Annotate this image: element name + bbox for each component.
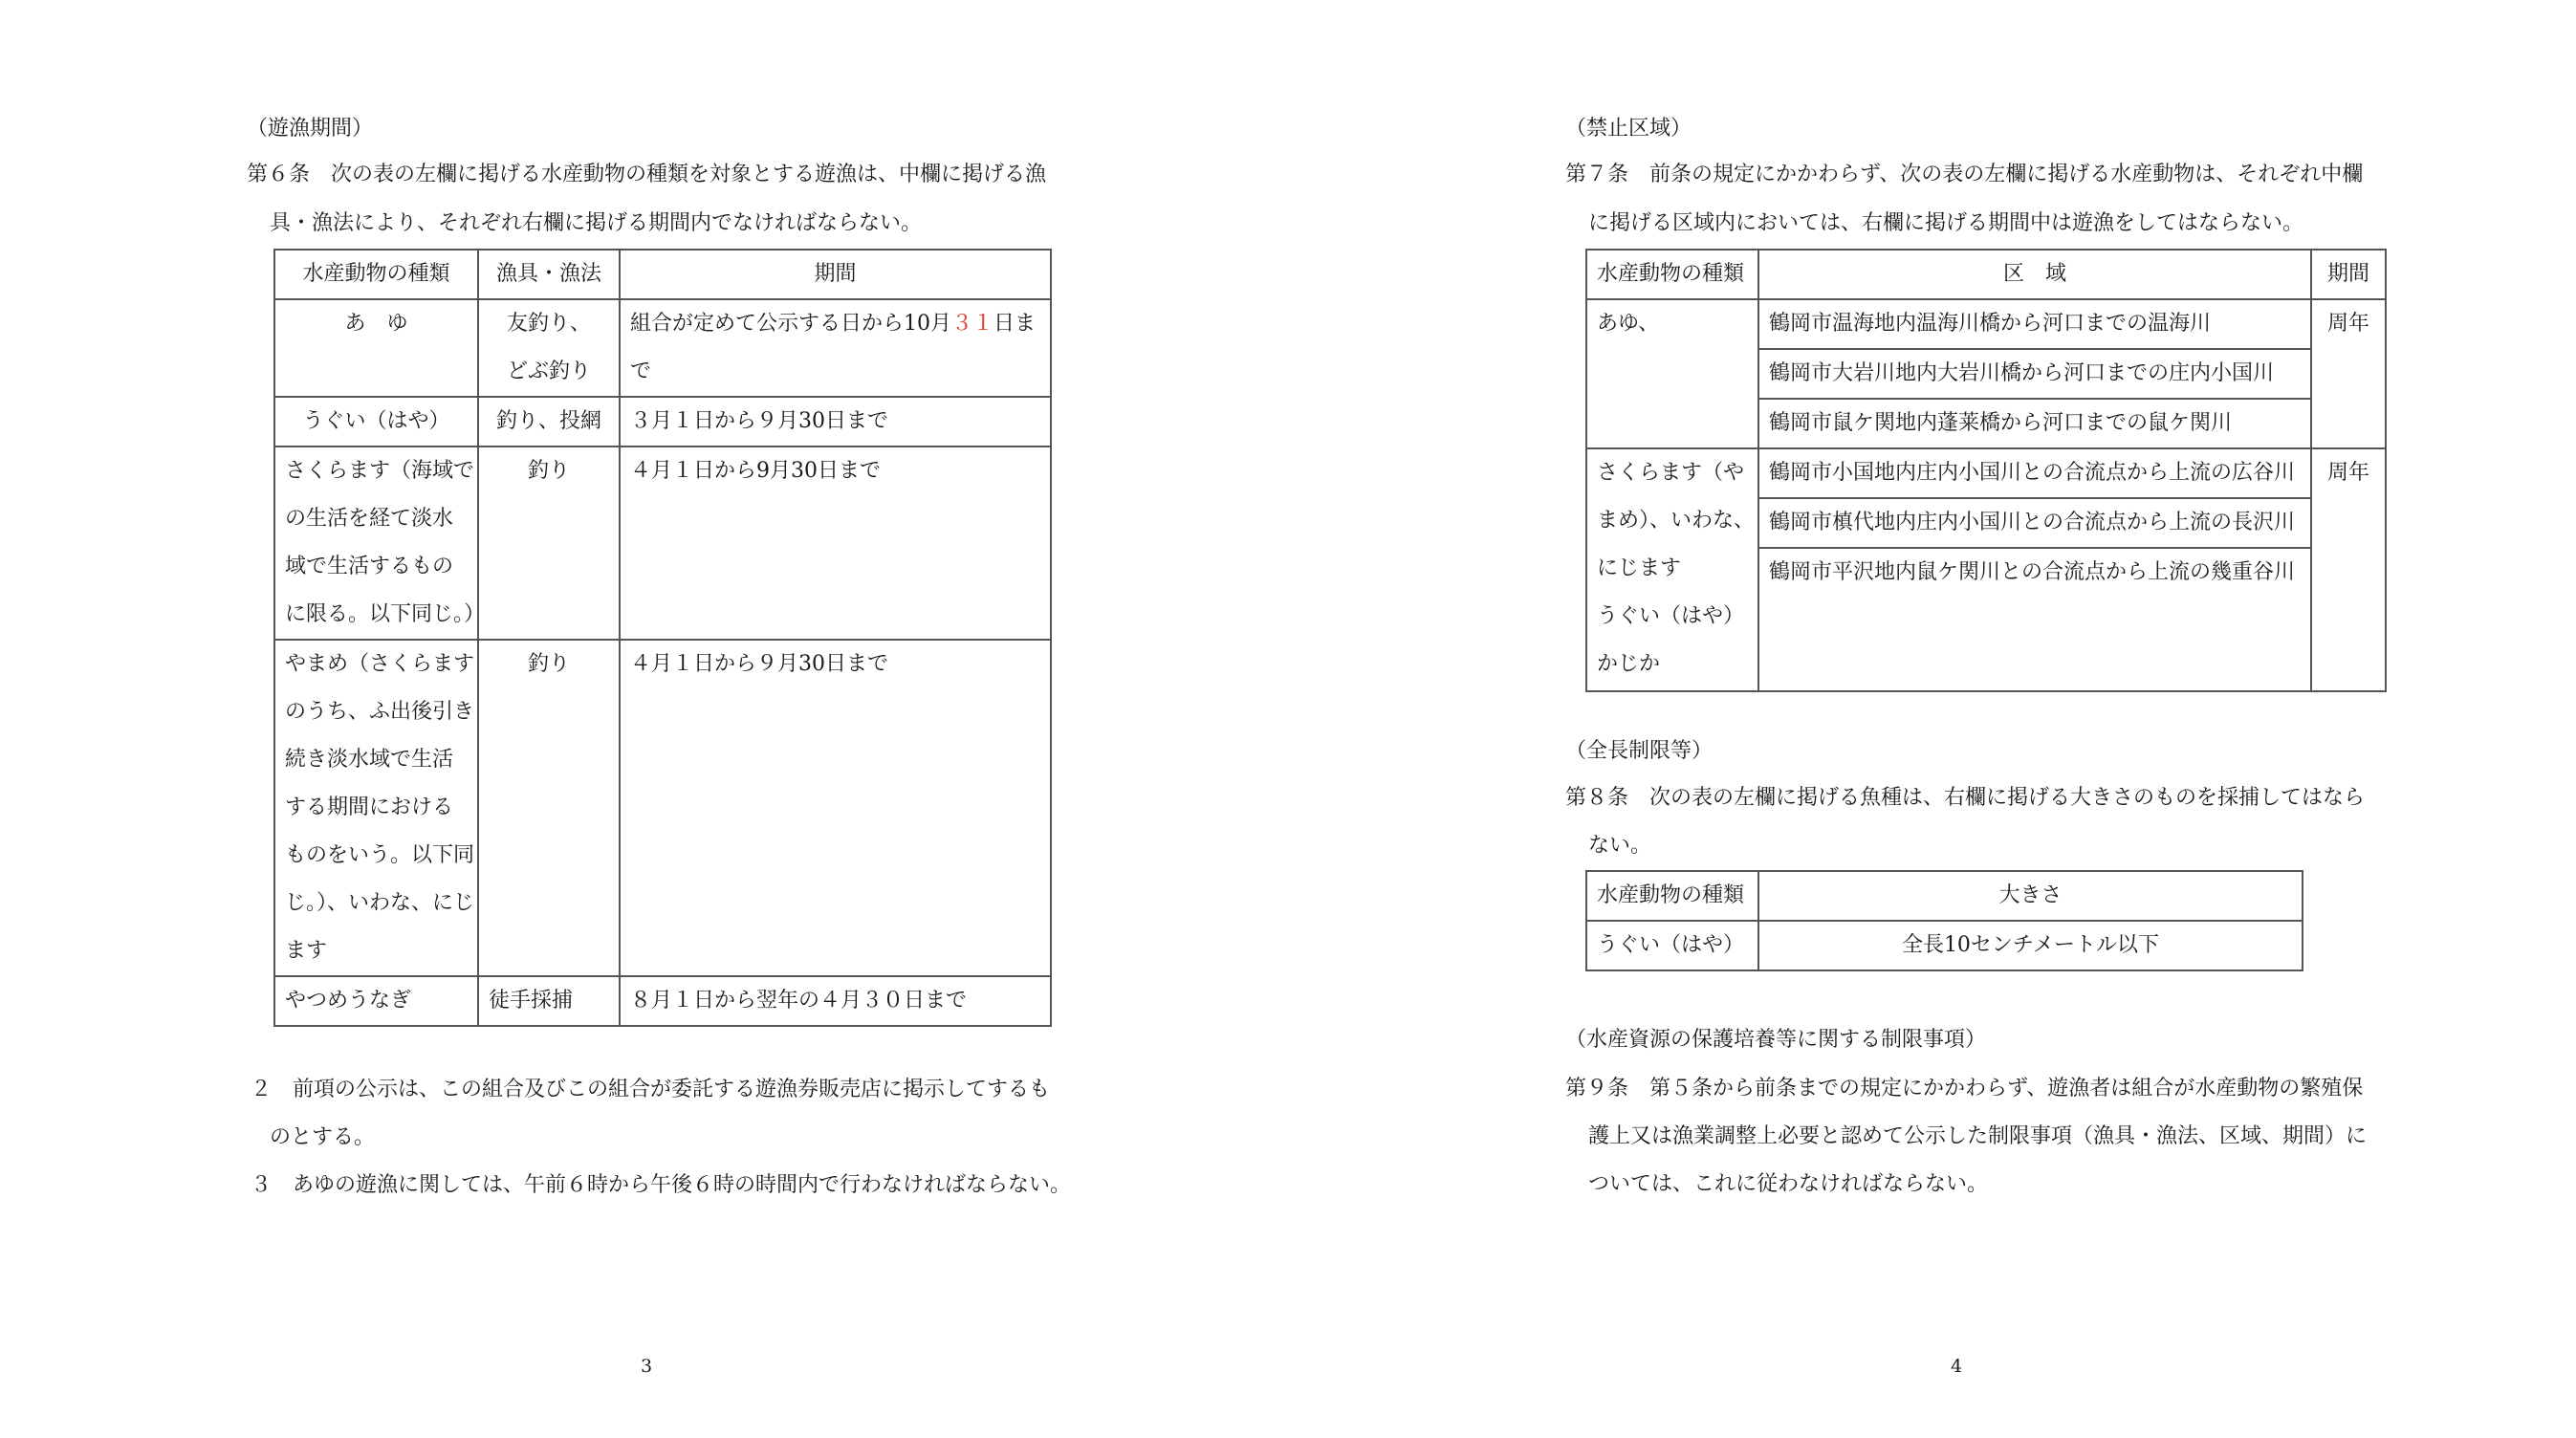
prohibited-area-table <box>1585 249 2387 692</box>
period-cell: ４月１日から９月30日まで <box>620 640 1051 976</box>
page-right <box>1288 0 2576 1438</box>
article-7-line-2: に掲げる区域内においては、右欄に掲げる期間中は遊漁をしてはならない。 <box>1588 211 2304 235</box>
header-size: 大きさ <box>1758 871 2303 921</box>
period-text <box>630 300 1050 348</box>
paragraph-2-line-2: のとする。 <box>270 1125 376 1149</box>
table-header-row <box>274 250 1051 299</box>
table-row <box>1586 921 2303 970</box>
size-limit-table <box>1585 870 2303 971</box>
species-line: に限る。以下同じ。） <box>285 602 486 626</box>
table-row <box>274 640 1051 976</box>
species-cell: うぐい（はや） <box>274 397 478 447</box>
heading-article-8: （全長制限等） <box>1565 739 1714 763</box>
fishing-period-table <box>273 249 1052 1027</box>
species-line: ます <box>285 939 328 963</box>
period-cell: 周年 <box>2311 299 2386 448</box>
area-cell: 鶴岡市鼠ケ関地内蓬莱橋から河口までの鼠ケ関川 <box>1758 399 2311 448</box>
area-cell: 鶴岡市大岩川地内大岩川橋から河口までの庄内小国川 <box>1758 349 2311 399</box>
species-line: にじます <box>1597 556 1682 580</box>
species-line: 域で生活するもの <box>285 555 454 578</box>
species-cell <box>274 640 478 976</box>
header-species: 水産動物の種類 <box>1586 250 1758 299</box>
table-header-row <box>1586 250 2386 299</box>
period-text-part: 組合が定めて公示する日から10月 <box>630 312 951 336</box>
gear-cell <box>478 299 620 397</box>
gear-cell: 釣り、投網 <box>478 397 620 447</box>
article-8-line-1: 第８条 次の表の左欄に掲げる魚種は、右欄に掲げる大きさのものを採捕してはなら <box>1565 786 2366 810</box>
species-line: やまめ（さくらます <box>285 652 475 676</box>
species-cell: うぐい（はや） <box>1586 921 1758 970</box>
paragraph-2-line-1: ２ 前項の公示は、この組合及びこの組合が委託する遊漁券販売店に掲示してするも <box>251 1078 1051 1101</box>
gear-cell: 徒手採捕 <box>478 976 620 1026</box>
heading-article-7: （禁止区域） <box>1565 117 1692 141</box>
table-row <box>274 397 1051 447</box>
species-line: まめ）、いわな、 <box>1597 509 1756 533</box>
page-number-right: 4 <box>1951 1356 1963 1377</box>
article-6-line-2: 具・漁法により、それぞれ右欄に掲げる期間内でなければならない。 <box>270 211 923 235</box>
article-9-line-1: 第９条 第５条から前条までの規定にかかわらず、遊漁者は組合が水産動物の繁殖保 <box>1565 1077 2364 1100</box>
species-text: あ ゆ <box>344 312 408 336</box>
gear-text: 友釣り、 <box>506 312 591 336</box>
heading-article-9: （水産資源の保護培養等に関する制限事項） <box>1565 1028 1987 1052</box>
species-cell: やつめうなぎ <box>274 976 478 1026</box>
table-row <box>1586 299 2386 349</box>
species-line: の生活を経て淡水 <box>285 507 454 531</box>
species-line: 続き淡水域で生活 <box>285 748 454 772</box>
table-row <box>274 299 1051 397</box>
article-6-line-1: 第６条 次の表の左欄に掲げる水産動物の種類を対象とする遊漁は、中欄に掲げる漁 <box>247 163 1047 186</box>
period-cell: ４月１日から9月30日まで <box>620 447 1051 640</box>
species-line: する期間における <box>285 795 454 819</box>
period-text: で <box>630 360 652 383</box>
area-cell: 鶴岡市平沢地内鼠ケ関川との合流点から上流の幾重谷川 <box>1758 548 2311 691</box>
species-cell <box>1586 448 1758 691</box>
article-7-line-1: 第７条 前条の規定にかかわらず、次の表の左欄に掲げる水産動物は、それぞれ中欄 <box>1565 163 2364 186</box>
period-cell <box>620 299 1051 397</box>
species-cell: あゆ、 <box>1586 299 1758 448</box>
species-cell <box>274 299 478 397</box>
page-number-left: 3 <box>641 1356 653 1377</box>
species-line: かじか <box>1597 652 1661 676</box>
species-line: のうち、ふ出後引き <box>285 700 475 724</box>
table-row <box>274 447 1051 640</box>
size-cell: 全長10センチメートル以下 <box>1758 921 2303 970</box>
period-cell: ８月１日から翌年の４月３０日まで <box>620 976 1051 1026</box>
header-period: 期間 <box>2311 250 2386 299</box>
table-row <box>1586 448 2386 498</box>
gear-cell: 釣り <box>478 447 620 640</box>
gear-cell: 釣り <box>478 640 620 976</box>
table-header-row <box>1586 871 2303 921</box>
area-cell: 鶴岡市小国地内庄内小国川との合流点から上流の広谷川 <box>1758 448 2311 498</box>
period-cell: ３月１日から９月30日まで <box>620 397 1051 447</box>
header-species: 水産動物の種類 <box>1586 871 1758 921</box>
header-gear: 漁具・漁法 <box>478 250 620 299</box>
period-cell: 周年 <box>2311 448 2386 691</box>
species-cell <box>274 447 486 640</box>
article-9-line-3: ついては、これに従わなければならない。 <box>1588 1172 1989 1196</box>
heading-article-6: （遊漁期間） <box>247 117 374 141</box>
species-line: じ。）、いわな、にじ <box>285 891 475 915</box>
species-line: さくらます（や <box>1597 461 1745 485</box>
table-row <box>274 976 1051 1026</box>
header-species: 水産動物の種類 <box>274 250 478 299</box>
paragraph-3: ３ あゆの遊漁に関しては、午前６時から午後６時の時間内で行わなければならない。 <box>251 1173 1072 1197</box>
gear-text: どぶ釣り <box>506 360 591 383</box>
header-period: 期間 <box>620 250 1051 299</box>
period-highlight: ３１ <box>951 312 994 336</box>
area-cell: 鶴岡市槙代地内庄内小国川との合流点から上流の長沢川 <box>1758 498 2311 548</box>
article-8-line-2: ない。 <box>1588 834 1652 858</box>
area-cell: 鶴岡市温海地内温海川橋から河口までの温海川 <box>1758 299 2311 349</box>
species-line: ものをいう。以下同 <box>285 843 475 867</box>
species-line: さくらます（海域で <box>285 459 475 483</box>
article-9-line-2: 護上又は漁業調整上必要と認めて公示した制限事項（漁具・漁法、区域、期間）に <box>1588 1124 2368 1148</box>
header-area: 区 域 <box>1758 250 2311 299</box>
species-line: うぐい（はや） <box>1597 604 1745 628</box>
period-text-part: 日ま <box>993 312 1037 336</box>
